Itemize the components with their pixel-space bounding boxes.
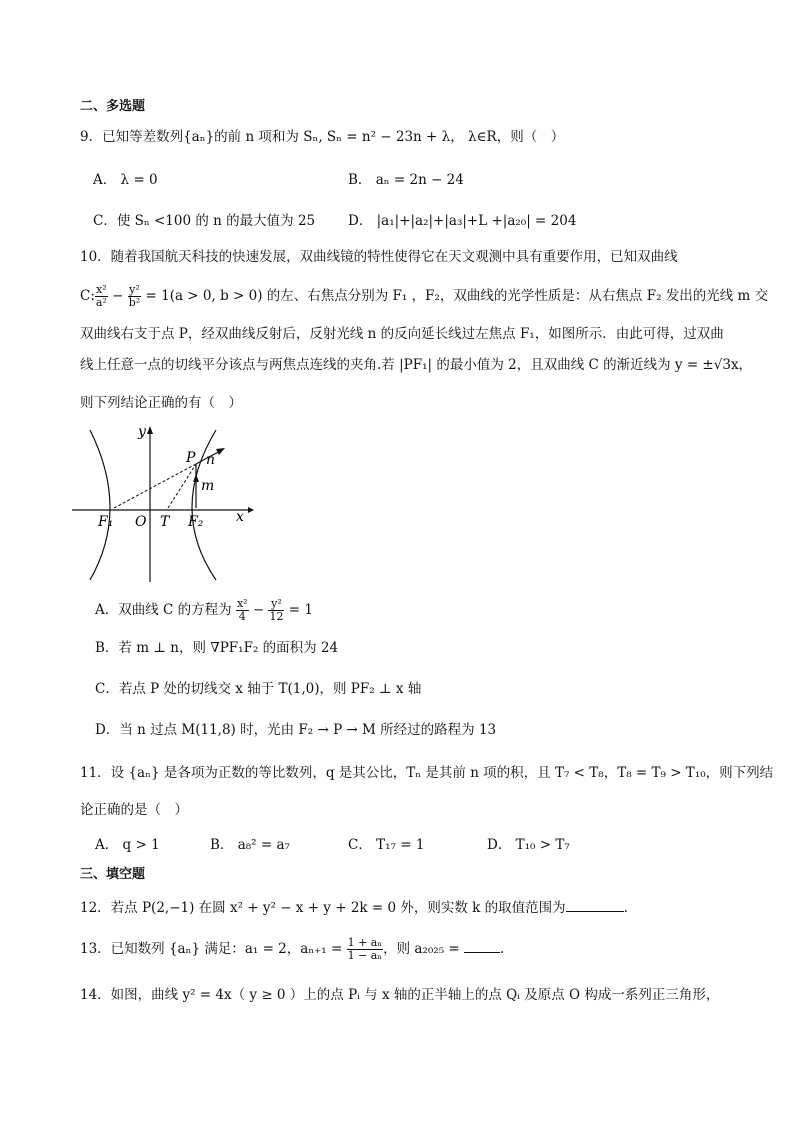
label-o: O [135,514,147,530]
hyperbola-figure [68,420,258,585]
q9-stem: 9．已知等差数列{aₙ}的前 n 项和为 Sₙ, Sₙ = n² − 23n + λ， λ∈R，则（ ） [80,129,565,145]
label-p: P [186,450,196,466]
ray-n-arrow [216,448,225,455]
q11-option-a: A． q > 1 [95,837,160,853]
fraction-y2-b2: $\frac{\text{y²}}{\text{b²}}$ [128,283,141,309]
label-f2: F₂ [188,514,204,530]
q9-option-b: B． aₙ = 2n − 24 [348,172,464,188]
q13-answer-blank [464,940,500,953]
fraction-y2-12: $\frac{\text{y²}}{12}$ [269,597,284,623]
q11-option-c: C． T₁₇ = 1 [348,837,425,853]
q10-line-1: 10．随着我国航天科技的快速发展，双曲线镜的特性使得它在天文观测中具有重要作用，已知双曲线 [80,249,678,265]
fraction-x2-a2: $\frac{\text{x²}}{\text{a²}}$ [95,283,107,309]
q14-line: 14．如图，曲线 y² = 4x（ y ≥ 0 ）上的点 Pᵢ 与 x 轴的正半轴上的点 Qᵢ 及原点 O 构成一系列正三角形， [80,987,720,1003]
q9-option-c: C．使 Sₙ <100 的 n 的最大值为 25 [93,213,316,229]
q11-option-d: D． T₁₀ > T₇ [487,837,570,853]
q12-line: 12．若点 P(2,−1) 在圆 x² + y² − x + y + 2k = 0 外，则实数 k 的取值范围为 . [80,900,628,916]
q11-line-2: 论正确的是（ ） [80,802,188,818]
label-f1: F₁ [98,514,114,530]
q10-option-a: A．双曲线 C 的方程为 $\frac{\text{x²}}{4}$ − $\frac{\text{y²}}{12}$ = 1 [95,597,313,623]
q10-line-3: 双曲线右支于点 P，经双曲线反射后，反射光线 n 的反向延长线过左焦点 F₁，如图所示．由此可得，过双曲 [80,326,724,342]
fraction-x2-4: $\frac{\text{x²}}{4}$ [236,597,248,623]
q9-option-a: A． λ = 0 [93,172,158,188]
q10-line-5: 则下列结论正确的有（ ） [80,395,242,411]
y-axis-arrow [147,426,153,434]
dashed-line-f1-p [114,464,196,508]
section-title-multiple-choice: 二、多选题 [80,99,146,114]
q10-line-4: 线上任意一点的切线平分该点与两焦点连线的夹角.若 |PF₁| 的最小值为 2，且双曲线 C 的渐近线为 y = ±√3x， [80,357,753,373]
ray-m-arrow [193,474,199,482]
q10-line-2: C: $\frac{\text{x²}}{\text{a²}}$ − $\frac{\text{y²}}{\text{b²}}$ = 1(a > 0, b > 0) 的左、右焦点分别为 F₁ ，F₂，双曲线的光学性质是：从右焦点 F₂ 发出的光线 m 交 [80,283,769,309]
label-y: y [138,424,146,440]
label-n: n [206,452,216,468]
q9-option-d: D． |a₁|+|a₂|+|a₃|+L +|a₂₀| = 204 [348,213,577,229]
q13-line: 13．已知数列 {aₙ} 满足：a₁ = 2，aₙ₊₁ = $\frac{\text{1 + aₙ}}{\text{1 − aₙ}}$ ，则 a₂₀₂₅ = . [80,936,505,962]
q11-line-1: 11．设 {aₙ} 是各项为正数的等比数列，q 是其公比，Tₙ 是其前 n 项的积，且 T₇ < T₈，T₈ = T₉ > T₁₀，则下列结 [80,765,774,781]
label-m: m [201,478,215,494]
q10-option-b: B．若 m ⊥ n，则 ∇PF₁F₂ 的面积为 24 [95,640,339,656]
left-branch [90,430,110,580]
section-title-fill-in: 三、填空题 [80,867,146,882]
q10-option-c: C．若点 P 处的切线交 x 轴于 T(1,0)，则 PF₂ ⊥ x 轴 [95,681,422,697]
q10-option-d: D．当 n 过点 M(11,8) 时，光由 F₂ → P → M 所经过的路程为 13 [95,722,497,738]
label-x: x [236,509,244,525]
q11-option-b: B． a₈² = a₇ [210,837,290,853]
fraction-recurrence: $\frac{\text{1 + aₙ}}{\text{1 − aₙ}}$ [347,936,383,962]
q12-answer-blank [566,899,624,912]
x-axis-arrow [248,507,254,513]
label-t: T [160,514,170,530]
